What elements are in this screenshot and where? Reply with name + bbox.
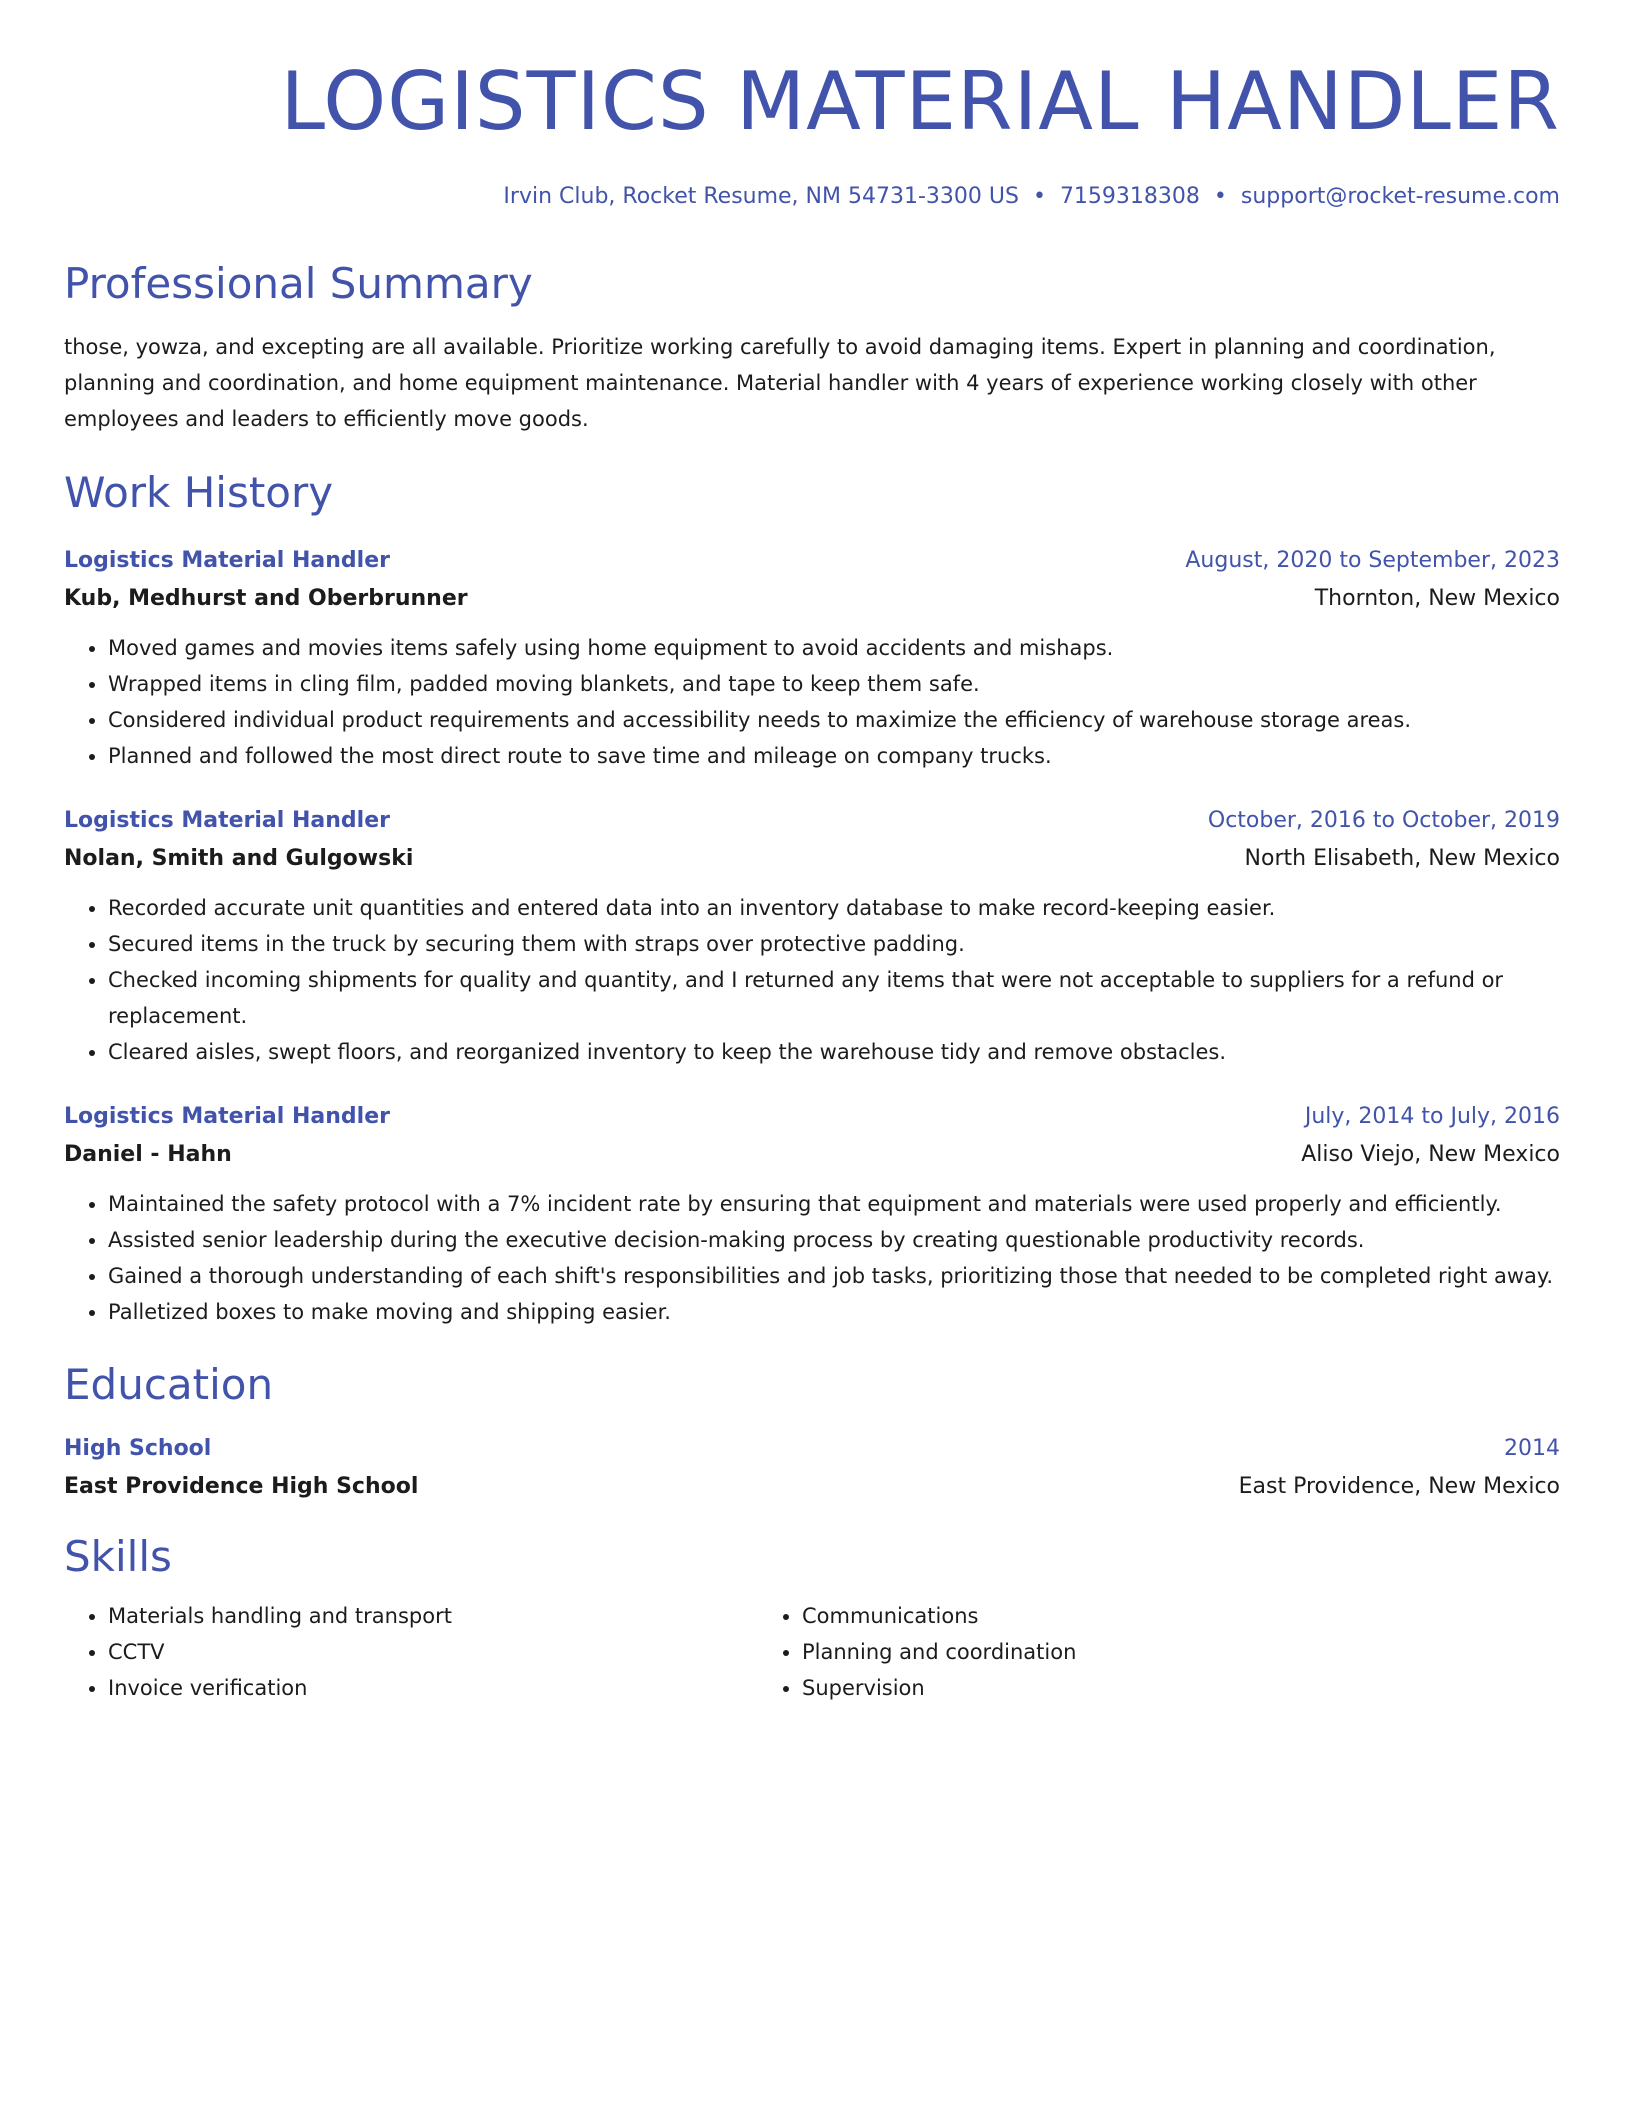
phone[interactable]: 7159318308 [1059,184,1200,209]
job-header [64,542,1560,580]
section-title-education: Education [64,1360,274,1409]
separator-dot: • [1213,184,1227,209]
job-dates: August, 2020 to September, 2023 [1185,548,1560,573]
skills-list-left [64,1598,758,1706]
job-bullet: • Considered individual product requirements and accessibility needs to maximize the efficiency of warehouse storage areas. [108,702,1560,738]
job-dates: October, 2016 to October, 2019 [1207,808,1560,833]
education-school: East Providence High School [64,1474,419,1499]
job-bullets [64,1186,1560,1330]
job-bullet: • Checked incoming shipments for quality and quantity, and I returned any items that were not acceptable to suppliers for a refund or replacement. [108,962,1560,1034]
job-subheader [64,580,1560,618]
resume-page [64,0,1560,1706]
job-location: Thornton, New Mexico [1314,586,1560,611]
skill-item: • Communications [802,1598,1452,1634]
education-year: 2014 [1504,1436,1560,1461]
job-bullet: • Secured items in the truck by securing them with straps over protective padding. [108,926,1560,962]
job-location: Aliso Viejo, New Mexico [1301,1142,1560,1167]
skill-item: • Planning and coordination [802,1634,1452,1670]
section-title-skills: Skills [64,1532,172,1581]
job-header [64,802,1560,840]
job-location: North Elisabeth, New Mexico [1244,846,1560,871]
job-bullet: • Cleared aisles, swept floors, and reorganized inventory to keep the warehouse tidy and remove obstacles. [108,1034,1560,1070]
job-entry [64,542,1560,774]
job-company: Daniel - Hahn [64,1142,232,1167]
skill-item: • Supervision [802,1670,1452,1706]
job-bullet: • Maintained the safety protocol with a 7% incident rate by ensuring that equipment and materials were used properly and efficiently. [108,1186,1560,1222]
job-entry [64,802,1560,1070]
skill-item: • CCTV [108,1634,758,1670]
summary-text: those, yowza, and excepting are all available. Prioritize working carefully to avoid damaging items. Expert in planning and coordination, planning and coordination, and home equipment maintenance. Material handler with 4 years of experience working closely with other employees and leaders to efficiently move goods. [64,335,1496,431]
education-location: East Providence, New Mexico [1238,1474,1560,1499]
contact-line [64,182,1560,212]
job-role: Logistics Material Handler [64,548,390,573]
job-header [64,1098,1560,1136]
job-role: Logistics Material Handler [64,1104,390,1129]
job-bullet: • Planned and followed the most direct route to save time and mileage on company trucks. [108,738,1560,774]
job-bullet: • Assisted senior leadership during the executive decision-making process by creating questionable productivity records. [108,1222,1560,1258]
skill-item: • Materials handling and transport [108,1598,758,1634]
job-company: Nolan, Smith and Gulgowski [64,846,414,871]
job-company: Kub, Medhurst and Oberbrunner [64,586,468,611]
skills-columns [64,1598,1560,1706]
job-bullet: • Wrapped items in cling film, padded moving blankets, and tape to keep them safe. [108,666,1560,702]
job-dates: July, 2014 to July, 2016 [1304,1104,1560,1129]
job-bullet: • Recorded accurate unit quantities and entered data into an inventory database to make record-keeping easier. [108,890,1560,926]
section-title-work-history: Work History [64,468,334,517]
job-entry [64,1098,1560,1330]
separator-dot: • [1032,184,1046,209]
skills-list-right [758,1598,1452,1706]
job-bullet: • Palletized boxes to make moving and shipping easier. [108,1294,1560,1330]
skill-item: • Invoice verification [108,1670,758,1706]
job-bullets [64,630,1560,774]
job-role: Logistics Material Handler [64,808,390,833]
job-bullet: • Gained a thorough understanding of each shift's responsibilities and job tasks, prioritizing those that needed to be completed right away. [108,1258,1560,1294]
education-degree: High School [64,1436,212,1461]
job-bullet: • Moved games and movies items safely using home equipment to avoid accidents and mishaps. [108,630,1560,666]
candidate-name: LOGISTICS MATERIAL HANDLER [280,55,1560,148]
job-subheader [64,1136,1560,1174]
education-entry [64,1430,1560,1506]
education-subheader [64,1468,1560,1506]
education-header [64,1430,1560,1468]
address: Irvin Club, Rocket Resume, NM 54731-3300 US [503,184,1019,209]
section-title-summary: Professional Summary [64,259,533,308]
email-link[interactable]: support@rocket-resume.com [1240,184,1560,209]
job-bullets [64,890,1560,1070]
job-subheader [64,840,1560,878]
